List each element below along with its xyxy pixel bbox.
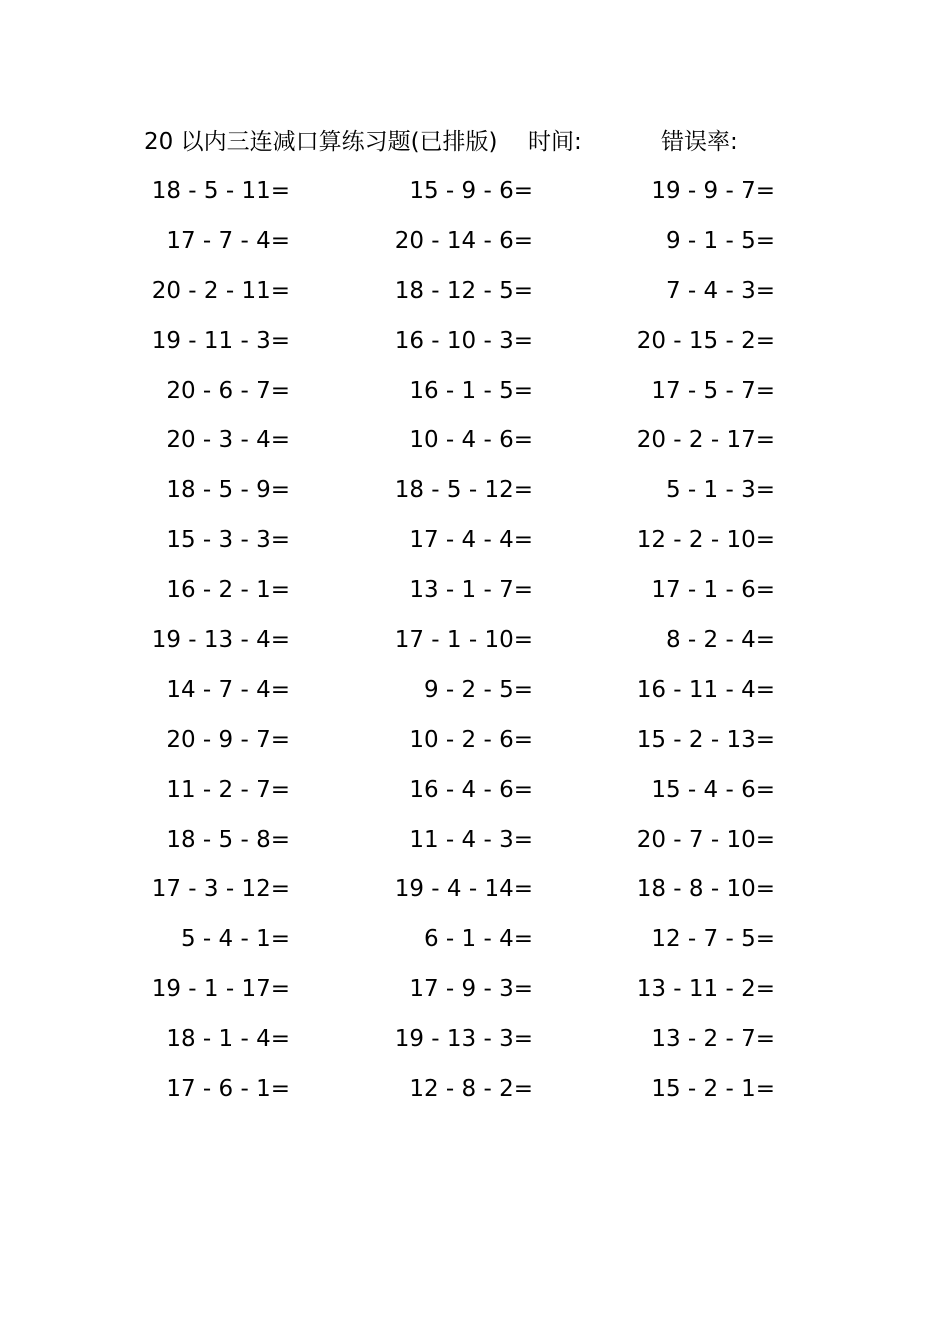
problem-item: 8 - 2 - 4= bbox=[665, 627, 775, 654]
problem-item: 13 - 2 - 7= bbox=[651, 1026, 775, 1053]
problem-grid bbox=[0, 173, 950, 1121]
worksheet-title: 20 以内三连减口算练习题(已排版) bbox=[144, 129, 498, 155]
problem-item: 16 - 4 - 6= bbox=[409, 776, 533, 803]
problem-item: 17 - 9 - 3= bbox=[409, 976, 533, 1003]
problem-item: 20 - 15 - 2= bbox=[636, 327, 775, 354]
problem-item: 18 - 5 - 9= bbox=[166, 477, 290, 504]
problem-item: 17 - 1 - 10= bbox=[394, 627, 533, 654]
problem-item: 18 - 1 - 4= bbox=[166, 1026, 290, 1053]
problem-item: 18 - 8 - 10= bbox=[636, 876, 775, 903]
problem-item: 18 - 5 - 11= bbox=[151, 178, 290, 204]
problem-item: 20 - 6 - 7= bbox=[166, 377, 290, 404]
problem-item: 17 - 5 - 7= bbox=[651, 377, 775, 404]
problem-item: 15 - 2 - 13= bbox=[636, 726, 775, 753]
problem-item: 17 - 7 - 4= bbox=[166, 227, 290, 254]
problem-item: 13 - 1 - 7= bbox=[409, 577, 533, 604]
problem-row bbox=[0, 273, 950, 323]
problem-item: 19 - 9 - 7= bbox=[651, 178, 775, 204]
problem-item: 20 - 2 - 17= bbox=[636, 427, 775, 454]
problem-row bbox=[0, 1071, 950, 1121]
problem-item: 17 - 3 - 12= bbox=[151, 876, 290, 903]
problem-row bbox=[0, 323, 950, 373]
problem-row bbox=[0, 522, 950, 572]
problem-item: 9 - 1 - 5= bbox=[665, 227, 775, 254]
problem-item: 19 - 4 - 14= bbox=[394, 876, 533, 903]
problem-row bbox=[0, 672, 950, 722]
problem-item: 16 - 11 - 4= bbox=[636, 676, 775, 703]
problem-item: 17 - 4 - 4= bbox=[409, 527, 533, 554]
problem-item: 19 - 11 - 3= bbox=[151, 327, 290, 354]
problem-item: 15 - 9 - 6= bbox=[409, 178, 533, 204]
problem-item: 10 - 2 - 6= bbox=[409, 726, 533, 753]
problem-item: 15 - 4 - 6= bbox=[651, 776, 775, 803]
problem-row bbox=[0, 1021, 950, 1071]
problem-row bbox=[0, 722, 950, 772]
problem-item: 6 - 1 - 4= bbox=[423, 926, 533, 953]
problem-item: 19 - 1 - 17= bbox=[151, 976, 290, 1003]
problem-item: 12 - 2 - 10= bbox=[636, 527, 775, 554]
problem-row bbox=[0, 921, 950, 971]
time-label: 时间: bbox=[528, 129, 582, 155]
problem-row bbox=[0, 223, 950, 273]
problem-item: 18 - 5 - 12= bbox=[394, 477, 533, 504]
problem-item: 7 - 4 - 3= bbox=[665, 277, 775, 304]
problem-item: 5 - 4 - 1= bbox=[180, 926, 290, 953]
worksheet-header bbox=[0, 124, 950, 160]
problem-item: 11 - 4 - 3= bbox=[409, 826, 533, 853]
problem-item: 13 - 11 - 2= bbox=[636, 976, 775, 1003]
problem-item: 17 - 6 - 1= bbox=[166, 1076, 290, 1103]
problem-row bbox=[0, 572, 950, 622]
problem-item: 20 - 2 - 11= bbox=[151, 277, 290, 304]
problem-row bbox=[0, 622, 950, 672]
problem-item: 16 - 10 - 3= bbox=[394, 327, 533, 354]
problem-item: 11 - 2 - 7= bbox=[166, 776, 290, 803]
problem-item: 15 - 2 - 1= bbox=[651, 1076, 775, 1103]
problem-item: 12 - 7 - 5= bbox=[651, 926, 775, 953]
problem-item: 20 - 3 - 4= bbox=[166, 427, 290, 454]
problem-row bbox=[0, 822, 950, 872]
problem-item: 18 - 5 - 8= bbox=[166, 826, 290, 853]
problem-row bbox=[0, 871, 950, 921]
problem-item: 9 - 2 - 5= bbox=[423, 676, 533, 703]
problem-item: 15 - 3 - 3= bbox=[166, 527, 290, 554]
problem-item: 14 - 7 - 4= bbox=[166, 676, 290, 703]
problem-item: 19 - 13 - 3= bbox=[394, 1026, 533, 1053]
problem-row bbox=[0, 772, 950, 822]
problem-item: 17 - 1 - 6= bbox=[651, 577, 775, 604]
problem-row bbox=[0, 373, 950, 423]
problem-row bbox=[0, 971, 950, 1021]
problem-row bbox=[0, 173, 950, 223]
problem-item: 20 - 7 - 10= bbox=[636, 826, 775, 853]
error-rate-label: 错误率: bbox=[661, 129, 738, 155]
problem-item: 16 - 1 - 5= bbox=[409, 377, 533, 404]
problem-item: 20 - 9 - 7= bbox=[166, 726, 290, 753]
problem-item: 20 - 14 - 6= bbox=[394, 227, 533, 254]
problem-item: 5 - 1 - 3= bbox=[665, 477, 775, 504]
problem-item: 12 - 8 - 2= bbox=[409, 1076, 533, 1103]
problem-row bbox=[0, 472, 950, 522]
problem-row bbox=[0, 422, 950, 472]
problem-item: 18 - 12 - 5= bbox=[394, 277, 533, 304]
problem-item: 10 - 4 - 6= bbox=[409, 427, 533, 454]
problem-item: 19 - 13 - 4= bbox=[151, 627, 290, 654]
problem-item: 16 - 2 - 1= bbox=[166, 577, 290, 604]
